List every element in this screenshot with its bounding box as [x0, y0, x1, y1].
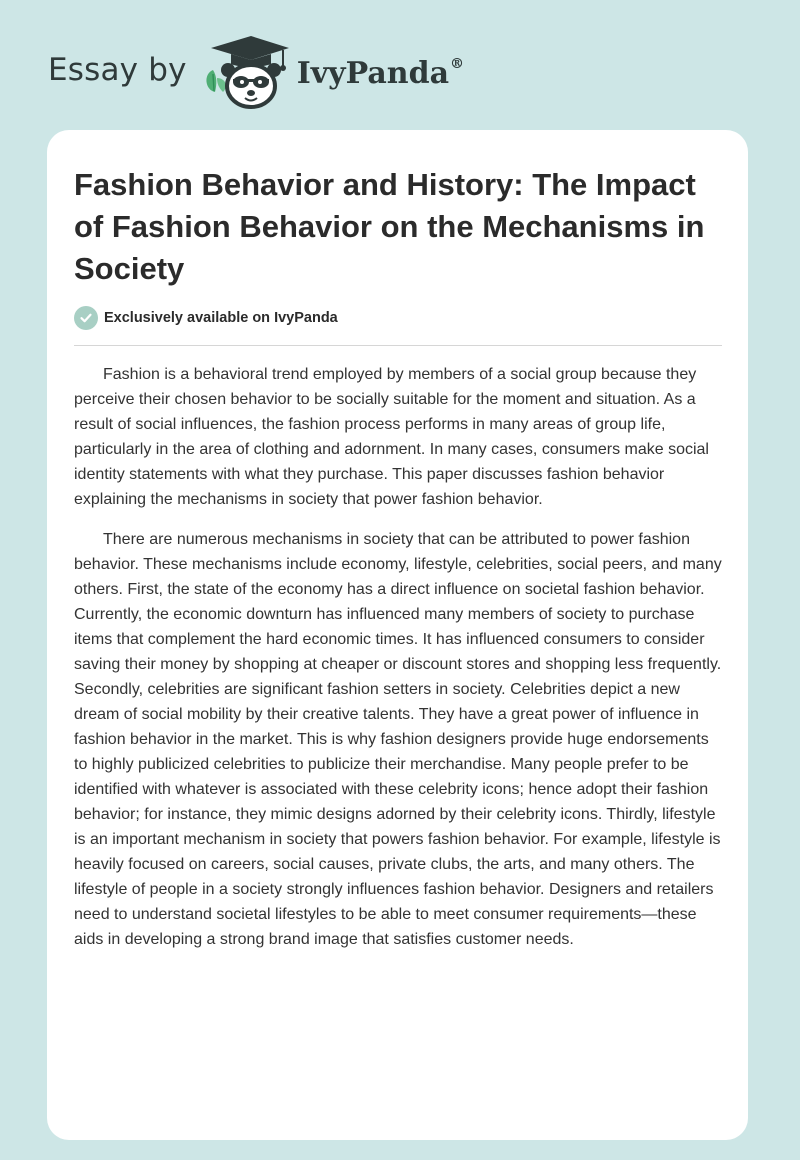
panda-graduation-cap-icon [201, 34, 291, 110]
brand-name-text: IvyPanda [296, 55, 450, 91]
exclusive-badge-text: Exclusively available on IvyPanda [104, 310, 338, 326]
registered-mark: ® [450, 55, 465, 72]
essay-paragraph: There are numerous mechanisms in society that can be attributed to power fashion behavior. These mechanisms include economy, lifestyle, celebrities, social peers, and many others. First, the state of the economy has a direct influence on societal fashion behavior. Currently, the economic downturn has influenced many members of society to purchase items that complement the hard economic times. It has influenced consumers to consider saving their money by shopping at cheaper or discount stores and shopping less frequently. Secondly, celebrities are significant fashion setters in society. Celebrities depict a new dream of social mobility by their creative talents. They have a great power of influence in fashion behavior in the market. This is why fashion designers provide huge endorsements to highly publicized celebrities to publicize their merchandise. Many people prefer to be identified with whatever is associated with these celebrity icons; hence adopt their fashion behavior; for instance, they mimic designs adorned by their celebrity icons. Thirdly, lifestyle is an important mechanism in society that powers fashion behavior. For example, lifestyle is heavily focused on careers, social causes, private clubs, the arts, and many others. The lifestyle of people in a society strongly influences fashion behavior. Designers and retailers need to understand societal lifestyles to be able to meet consumer requirements—these aids in developing a strong brand image that satisfies customer needs. [74, 531, 722, 948]
essay-title: Fashion Behavior and History: The Impact of Fashion Behavior on the Mechanisms in Society [74, 167, 705, 286]
essay-card [47, 130, 748, 1140]
brand-name [297, 56, 464, 91]
essay-by-label: Essay by [48, 52, 187, 88]
essay-body [74, 362, 724, 967]
check-circle-icon [74, 306, 98, 330]
divider [74, 345, 722, 346]
site-header [48, 32, 464, 112]
exclusive-badge [74, 306, 338, 330]
essay-paragraph: Fashion is a behavioral trend employed by members of a social group because they perceive their chosen behavior to be socially suitable for the moment and situation. As a result of social influences, the fashion process performs in many areas of group life, particularly in the area of clothing and adornment. In many cases, consumers make social identity statements with what they purchase. This paper discusses fashion behavior explaining the mechanisms in society that power fashion behavior. [74, 366, 709, 508]
